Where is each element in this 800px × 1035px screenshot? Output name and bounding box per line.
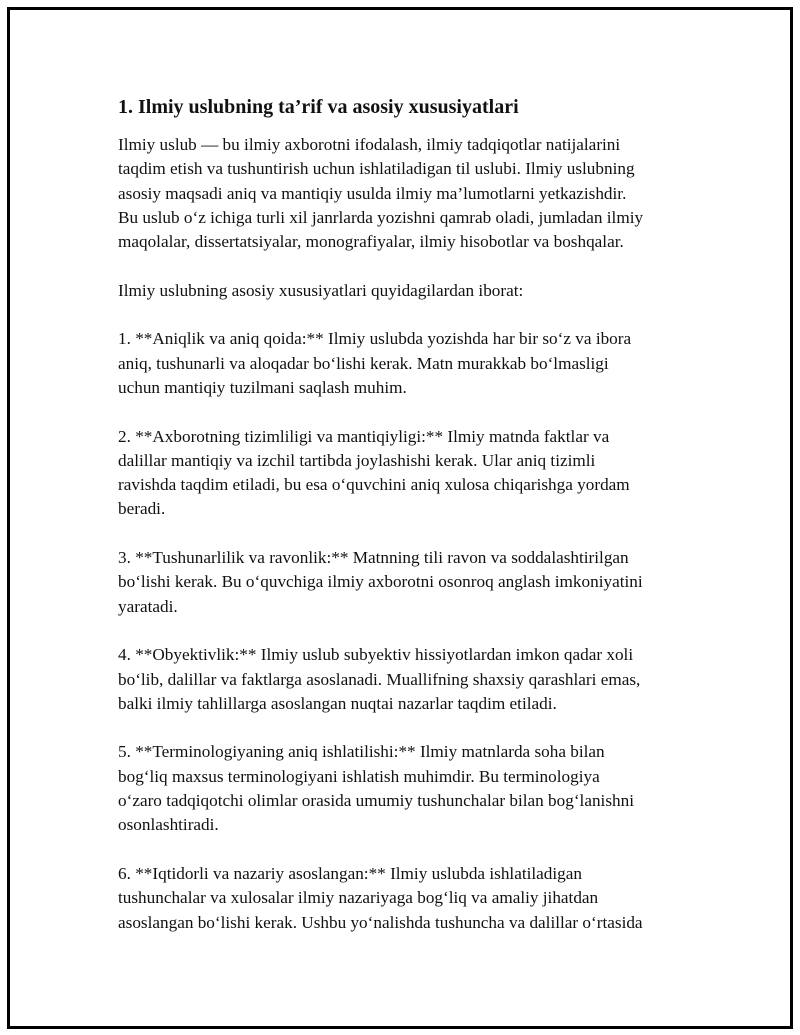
- text-line: 2. **Axborotning tizimliligi va mantiqiyligi:** Ilmiy matnda faktlar va: [118, 426, 610, 446]
- paragraph-definition: [118, 133, 688, 254]
- list-item-2: [118, 425, 688, 522]
- text-line: beradi.: [118, 499, 166, 519]
- list-item-4: [118, 643, 688, 716]
- text-line: 6. **Iqtidorli va nazariy asoslangan:** Ilmiy uslubda ishlatiladigan: [118, 863, 582, 883]
- text-line: Bu uslub o‘z ichiga turli xil janrlarda yozishni qamrab oladi, jumladan ilmiy: [118, 207, 644, 227]
- text-line: asosiy maqsadi aniq va mantiqiy usulda ilmiy ma’lumotlarni yetkazishdir.: [118, 183, 627, 203]
- text-line: taqdim etish va tushuntirish uchun ishlatiladigan til uslubi. Ilmiy uslubning: [118, 159, 635, 179]
- text-line: Ilmiy uslubning asosiy xususiyatlari quyidagilardan iborat:: [118, 280, 524, 300]
- text-line: 4. **Obyektivlik:** Ilmiy uslub subyektiv hissiyotlardan imkon qadar xoli: [118, 645, 634, 665]
- list-item-1: [118, 327, 688, 400]
- text-line: balki ilmiy tahlillarga asoslangan nuqtai nazarlar taqdim etiladi.: [118, 693, 557, 713]
- text-line: uchun mantiqiy tuzilmani saqlash muhim.: [118, 377, 407, 397]
- text-line: ravishda taqdim etiladi, bu esa o‘quvchini aniq xulosa chiqarishga yordam: [118, 475, 630, 495]
- document-body: [118, 93, 688, 959]
- text-line: yaratadi.: [118, 596, 178, 616]
- text-line: bo‘lishi kerak. Bu o‘quvchiga ilmiy axborotni osonroq anglash imkoniyatini: [118, 572, 643, 592]
- text-line: bog‘liq maxsus terminologiyani ishlatish muhimdir. Bu terminologiya: [118, 766, 600, 786]
- list-item-3: [118, 546, 688, 619]
- text-line: asoslangan bo‘lishi kerak. Ushbu yo‘nalishda tushuncha va dalillar o‘rtasida: [118, 912, 643, 932]
- text-line: tushunchalar va xulosalar ilmiy nazariyaga bog‘liq va amaliy jihatdan: [118, 888, 599, 908]
- text-line: bo‘lib, dalillar va faktlarga asoslanadi. Muallifning shaxsiy qarashlari emas,: [118, 669, 641, 689]
- document-title: 1. Ilmiy uslubning ta’rif va asosiy xususiyatlari: [118, 96, 519, 118]
- text-line: aniq, tushunarli va aloqadar bo‘lishi kerak. Matn murakkab bo‘lmasligi: [118, 353, 609, 373]
- paragraph-intro-list: [118, 279, 688, 303]
- text-line: Ilmiy uslub — bu ilmiy axborotni ifodalash, ilmiy tadqiqotlar natijalarini: [118, 135, 621, 154]
- text-line: osonlashtiradi.: [118, 815, 219, 835]
- text-line: 1. **Aniqlik va aniq qoida:** Ilmiy uslubda yozishda har bir so‘z va ibora: [118, 329, 632, 349]
- text-line: 5. **Terminologiyaning aniq ishlatilishi:** Ilmiy matnlarda soha bilan: [118, 742, 605, 762]
- text-line: dalillar mantiqiy va izchil tartibda joylashishi kerak. Ular aniq tizimli: [118, 450, 596, 470]
- list-item-5: [118, 740, 688, 837]
- text-line: o‘zaro tadqiqotchi olimlar orasida umumiy tushunchalar bilan bog‘lanishni: [118, 791, 634, 811]
- text-line: maqolalar, dissertatsiyalar, monografiyalar, ilmiy hisobotlar va boshqalar.: [118, 232, 624, 252]
- list-item-6: [118, 862, 688, 935]
- text-line: 3. **Tushunarlilik va ravonlik:** Matnning tili ravon va soddalashtirilgan: [118, 548, 629, 568]
